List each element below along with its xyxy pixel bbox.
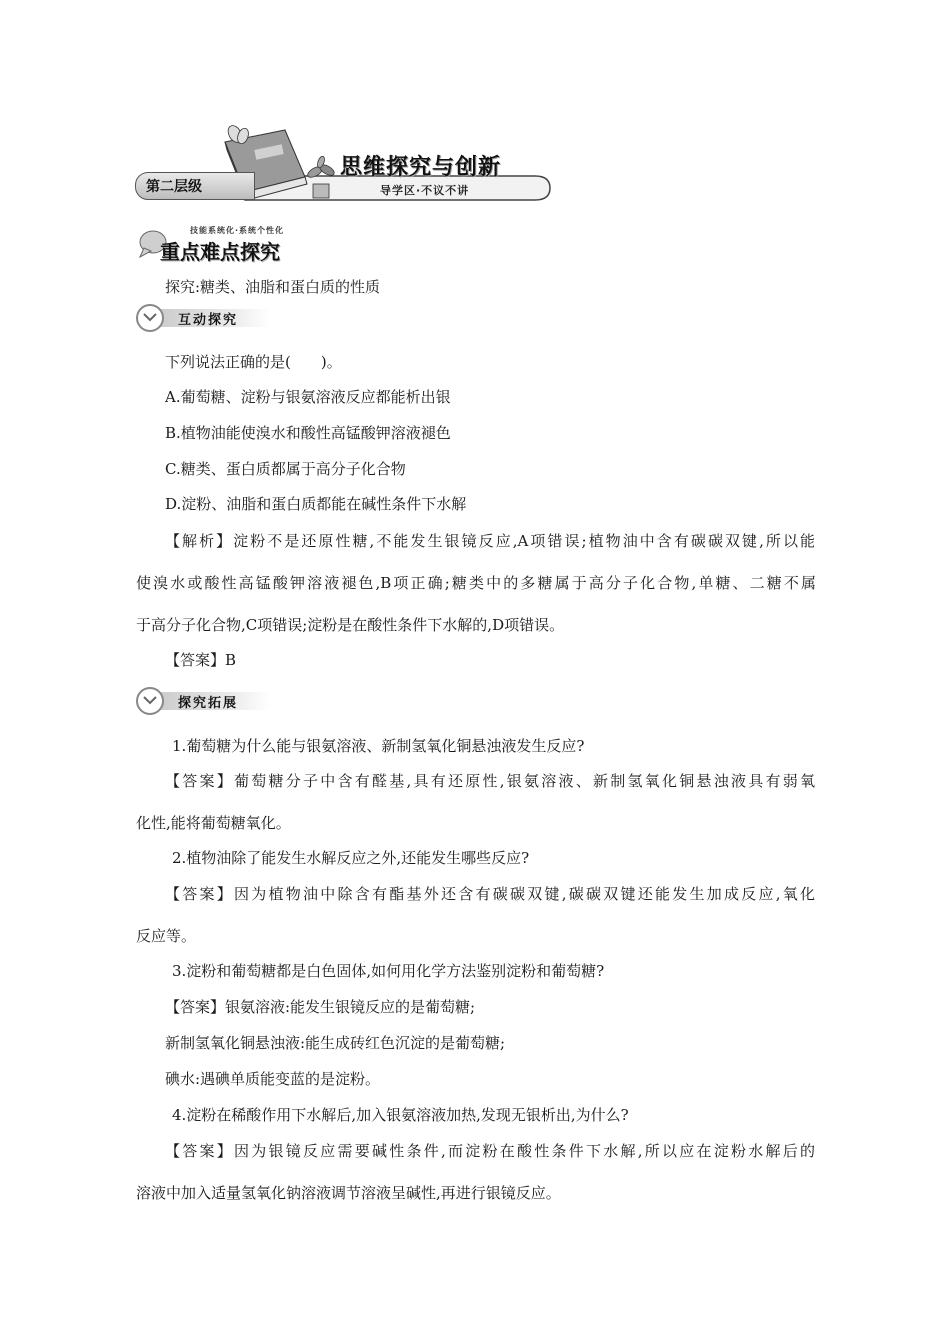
extension-header: 探究拓展 [136, 687, 271, 713]
answer-1-line-2: 化性,能将葡萄糖氧化。 [136, 814, 291, 832]
interactive-header: 互动探究 [136, 304, 271, 330]
answer-2-line-1: 【答案】因为植物油中除含有酯基外还含有碳碳双键,碳碳双键还能发生加成反应,氧化 [165, 885, 815, 903]
answer-3-line-1: 【答案】银氨溶液:能发生银镜反应的是葡萄糖; [165, 998, 476, 1016]
question-3: 3.淀粉和葡萄糖都是白色固体,如何用化学方法鉴别淀粉和葡萄糖? [172, 962, 605, 980]
analysis-line-3: 于高分子化合物,C项错误;淀粉是在酸性条件下水解的,D项错误。 [136, 616, 565, 634]
question-text: 下列说法正确的是( )。 [165, 353, 342, 371]
section-tagline: 技能系统化·系统个性化 [190, 226, 285, 235]
banner-subtitle: 导学区·不议不讲 [380, 184, 470, 197]
level-label: 第二层级 [146, 179, 202, 195]
answer-3-line-2: 新制氢氧化铜悬浊液:能生成砖红色沉淀的是葡萄糖; [165, 1034, 506, 1052]
topic-line: 探究:糖类、油脂和蛋白质的性质 [165, 278, 381, 296]
answer-line: 【答案】B [165, 651, 237, 669]
section-title: 重点难点探究 [160, 240, 280, 264]
answer-2-line-2: 反应等。 [136, 927, 197, 945]
analysis-line-1: 【解析】淀粉不是还原性糖,不能发生银镜反应,A项错误;植物油中含有碳碳双键,所以能 [165, 532, 815, 550]
answer-1-line-1: 【答案】葡萄糖分子中含有醛基,具有还原性,银氨溶液、新制氢氧化铜悬浊液具有弱氧 [165, 772, 815, 790]
chevron-down-icon [143, 696, 157, 705]
option-b: B.植物油能使溴水和酸性高锰酸钾溶液褪色 [165, 424, 451, 442]
option-a: A.葡萄糖、淀粉与银氨溶液反应都能析出银 [165, 388, 451, 406]
question-4: 4.淀粉在稀酸作用下水解后,加入银氨溶液加热,发现无银析出,为什么? [172, 1106, 629, 1124]
question-1: 1.葡萄糖为什么能与银氨溶液、新制氢氧化铜悬浊液发生反应? [172, 737, 585, 755]
chevron-down-icon [143, 313, 157, 322]
option-d: D.淀粉、油脂和蛋白质都能在碱性条件下水解 [165, 495, 467, 513]
answer-4-line-1: 【答案】因为银镜反应需要碱性条件,而淀粉在酸性条件下水解,所以应在淀粉水解后的 [165, 1142, 815, 1160]
banner-title: 思维探究与创新 [340, 155, 502, 180]
level-tag [135, 172, 255, 200]
option-c: C.糖类、蛋白质都属于高分子化合物 [165, 460, 406, 478]
analysis-line-2: 使溴水或酸性高锰酸钾溶液褪色,B项正确;糖类中的多糖属于高分子化合物,单糖、二糖不属 [136, 574, 816, 592]
question-2: 2.植物油除了能发生水解反应之外,还能发生哪些反应? [172, 849, 530, 867]
answer-3-line-3: 碘水:遇碘单质能变蓝的是淀粉。 [165, 1070, 381, 1088]
answer-4-line-2: 溶液中加入适量氢氧化钠溶液调节溶液呈碱性,再进行银镜反应。 [136, 1184, 561, 1202]
